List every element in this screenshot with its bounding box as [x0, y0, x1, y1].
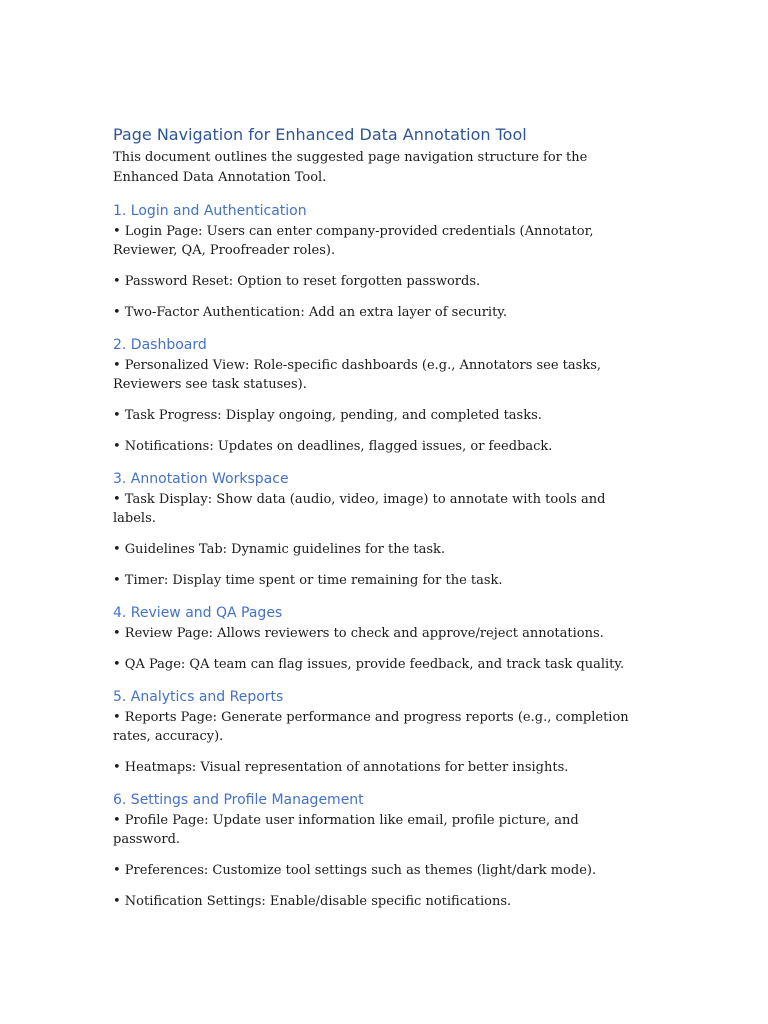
- section-settings-profile: [113, 789, 768, 911]
- section-heading: 5. Analytics and Reports: [113, 689, 284, 705]
- bullet-list: [113, 708, 768, 777]
- list-item: • Heatmaps: Visual representation of annotations for better insights.: [113, 760, 569, 775]
- list-item: • Task Progress: Display ongoing, pending, and completed tasks.: [113, 408, 542, 423]
- list-item: • Reports Page: Generate performance and progress reports (e.g., completion rates, accuracy).: [113, 710, 629, 744]
- section-heading: 1. Login and Authentication: [113, 203, 307, 219]
- section-heading: 3. Annotation Workspace: [113, 471, 289, 487]
- section-annotation-workspace: [113, 468, 768, 590]
- list-item: • Timer: Display time spent or time remaining for the task.: [113, 573, 503, 588]
- bullet-list: [113, 222, 768, 322]
- section-heading: 4. Review and QA Pages: [113, 605, 283, 621]
- list-item: • Review Page: Allows reviewers to check and approve/reject annotations.: [113, 626, 604, 641]
- list-item: • Preferences: Customize tool settings such as themes (light/dark mode).: [113, 863, 597, 878]
- section-dashboard: [113, 334, 768, 456]
- section-analytics-reports: [113, 686, 768, 777]
- section-heading: 2. Dashboard: [113, 337, 207, 353]
- list-item: • Notification Settings: Enable/disable specific notifications.: [113, 894, 512, 909]
- bullet-list: [113, 490, 768, 590]
- section-login: [113, 200, 768, 322]
- list-item: • Notifications: Updates on deadlines, flagged issues, or feedback.: [113, 439, 553, 454]
- document-title: Page Navigation for Enhanced Data Annotation Tool: [113, 125, 527, 144]
- document-intro: This document outlines the suggested page navigation structure for the Enhanced Data Annotation Tool.: [113, 150, 588, 185]
- list-item: • Password Reset: Option to reset forgotten passwords.: [113, 274, 481, 289]
- list-item: • Login Page: Users can enter company-provided credentials (Annotator, Reviewer, QA, Proofreader roles).: [113, 224, 594, 258]
- bullet-list: [113, 624, 768, 674]
- list-item: • Task Display: Show data (audio, video, image) to annotate with tools and labels.: [113, 492, 606, 526]
- list-item: • Profile Page: Update user information like email, profile picture, and password.: [113, 813, 579, 847]
- section-heading: 6. Settings and Profile Management: [113, 792, 364, 808]
- list-item: • QA Page: QA team can flag issues, provide feedback, and track task quality.: [113, 657, 625, 672]
- bullet-list: [113, 356, 768, 456]
- section-review-qa: [113, 602, 768, 674]
- list-item: • Guidelines Tab: Dynamic guidelines for the task.: [113, 542, 446, 557]
- list-item: • Personalized View: Role-specific dashboards (e.g., Annotators see tasks, Reviewers see task statuses).: [113, 358, 602, 392]
- bullet-list: [113, 811, 768, 911]
- list-item: • Two-Factor Authentication: Add an extra layer of security.: [113, 305, 508, 320]
